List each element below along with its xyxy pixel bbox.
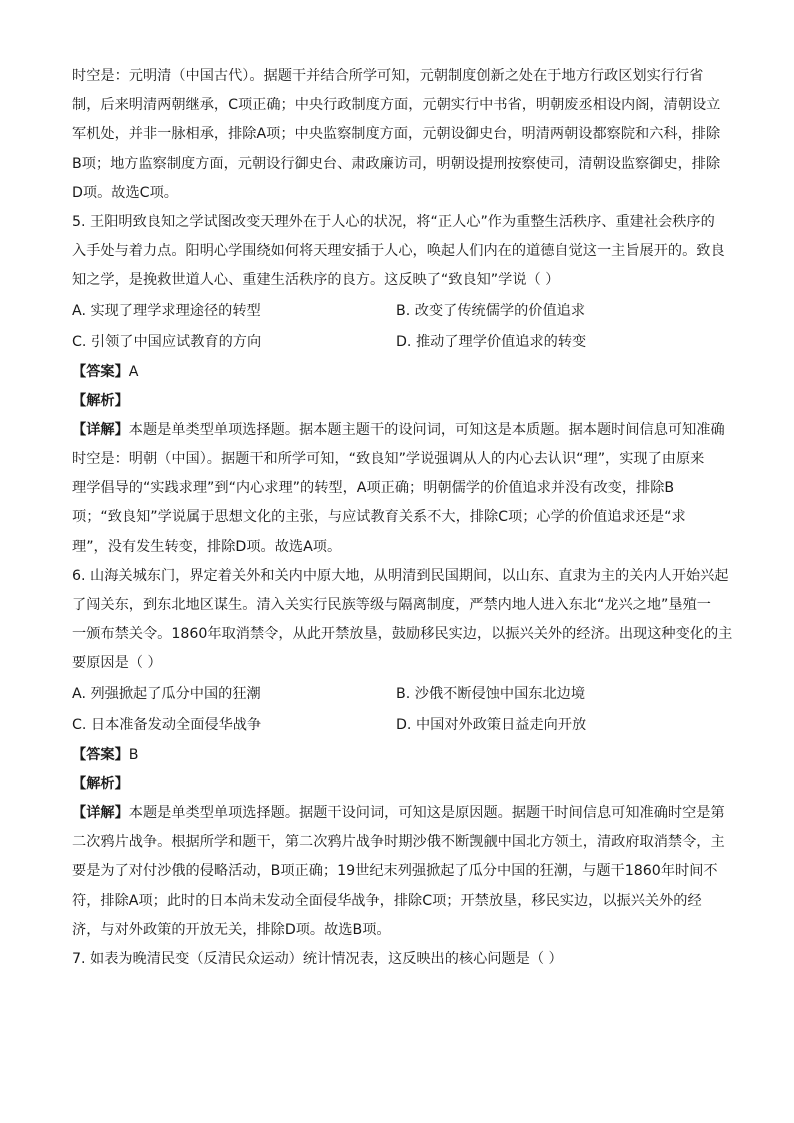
detail-line xyxy=(72,416,724,445)
answer-line xyxy=(72,358,724,387)
option-b: B. 改变了传统儒学的价值追求 xyxy=(396,302,586,319)
analysis-line xyxy=(72,770,724,799)
detail-line: 项；“致良知”学说属于思想文化的主张，与应试教育关系不大，排除C项；心学的价值追求还是“求 xyxy=(72,509,686,526)
question-stem-line: 要原因是（ ） xyxy=(72,655,162,672)
detail-label: 【详解】 xyxy=(72,421,129,438)
question-6 xyxy=(72,562,733,945)
detail-line: 要是为了对付沙俄的侵略活动，B项正确；19世纪末列强掀起了瓜分中国的狂潮，与题干1860年时间不 xyxy=(72,863,718,880)
analysis-label: 【解析】 xyxy=(72,392,129,409)
detail-line: 时空是：明朝（中国）。据题干和所学可知，“致良知”学说强调从人的内心去认识“理”，实现了由原来 xyxy=(72,451,705,468)
option-row xyxy=(72,296,724,327)
option-c: C. 日本准备发动全面侵华战争 xyxy=(72,716,262,733)
analysis-line xyxy=(72,387,724,416)
answer-label: 【答案】 xyxy=(72,746,129,763)
option-d: D. 推动了理学价值追求的转变 xyxy=(396,333,587,350)
option-row xyxy=(72,327,724,358)
q4-explanation-tail xyxy=(72,62,724,208)
text-line: 时空是：元明清（中国古代）。据题干并结合所学可知，元朝制度创新之处在于地方行政区划实行行省 xyxy=(72,68,704,84)
answer-line xyxy=(72,741,724,770)
detail-line: 理学倡导的“实践求理”到“内心求理”的转型，A项正确；明朝儒学的价值追求并没有改变，排除B xyxy=(72,480,675,497)
text-line: D项。故选C项。 xyxy=(72,184,178,201)
option-d: D. 中国对外政策日益走向开放 xyxy=(396,716,587,733)
text-line: 制，后来明清两朝继承，C项正确；中央行政制度方面，元朝实行中书省，明朝废丞相设内阁，清朝设立 xyxy=(72,97,721,114)
question-5 xyxy=(72,208,724,562)
question-stem-line: 一颁布禁关令。1860年取消禁令，从此开禁放垦，鼓励移民实边，以振兴关外的经济。出现这种变化的主 xyxy=(72,626,733,643)
answer-value: B xyxy=(128,746,139,763)
answer-value: A xyxy=(128,363,139,380)
document-page xyxy=(72,62,733,974)
detail-line xyxy=(72,799,724,828)
text-line: B项；地方监察制度方面，元朝设行御史台、肃政廉访司，明朝设提刑按察使司，清朝设监察御史，排除 xyxy=(72,155,721,172)
question-stem-line: 6. 山海关城东门，界定着关外和关内中原大地，从明清到民国期间，以山东、直隶为主的关内人开始兴起 xyxy=(72,567,729,584)
analysis-label: 【解析】 xyxy=(72,775,129,792)
detail-text: 本题是单类型单项选择题。据本题主题干的设问词，可知这是本质题。据本题时间信息可知准确 xyxy=(128,421,725,438)
detail-line: 济，与对外政策的开放无关，排除D项。故选B项。 xyxy=(72,921,391,938)
detail-line: 理”，没有发生转变，排除D项。故选A项。 xyxy=(72,538,342,555)
question-stem-line: 5. 王阳明致良知之学试图改变天理外在于人心的状况，将“正人心”作为重整生活秩序、重建社会秩序的 xyxy=(72,213,715,230)
question-stem-line: 7. 如表为晚清民变（反清民众运动）统计情况表，这反映出的核心问题是（ ） xyxy=(72,950,563,967)
option-c: C. 引领了中国应试教育的方向 xyxy=(72,333,262,350)
question-stem-line: 入手处与着力点。阳明心学围绕如何将天理安插于人心，唤起人们内在的道德自觉这一主旨展开的。致良 xyxy=(72,243,725,260)
option-a: A. 列强掀起了瓜分中国的狂潮 xyxy=(72,685,261,702)
answer-label: 【答案】 xyxy=(72,363,129,380)
text-line: 军机处，并非一脉相承，排除A项；中央监察制度方面，元朝设御史台，明清两朝设都察院和六科，排除 xyxy=(72,126,721,143)
detail-label: 【详解】 xyxy=(72,804,129,821)
question-stem-line: 了闯关东，到东北地区谋生。清入关实行民族等级与隔离制度，严禁内地人进入东北“龙兴之地”垦殖一 xyxy=(72,597,711,613)
option-b: B. 沙俄不断侵蚀中国东北边境 xyxy=(396,685,586,702)
option-row xyxy=(72,710,724,741)
question-7 xyxy=(72,945,724,974)
option-row xyxy=(72,679,724,710)
detail-line: 二次鸦片战争。根据所学和题干，第二次鸦片战争时期沙俄不断觊觎中国北方领土，清政府取消禁令，主 xyxy=(72,834,725,851)
option-a: A. 实现了理学求理途径的转型 xyxy=(72,302,261,319)
detail-text: 本题是单类型单项选择题。据题干设问词，可知这是原因题。据题干时间信息可知准确时空是第 xyxy=(128,804,725,821)
detail-line: 符，排除A项；此时的日本尚未发动全面侵华战争，排除C项；开禁放垦，移民实边，以振兴关外的经 xyxy=(72,892,702,909)
question-stem-line: 知之学，是挽救世道人心、重建生活秩序的良方。这反映了“致良知”学说（ ） xyxy=(72,272,560,289)
